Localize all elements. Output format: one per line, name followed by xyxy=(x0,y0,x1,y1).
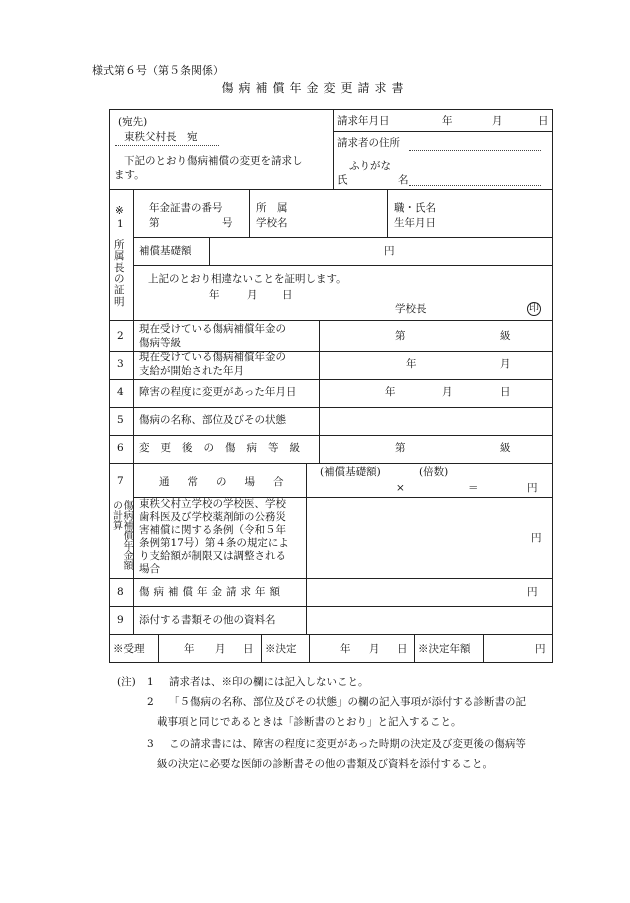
pension-cert-label: 年金証書の番号 xyxy=(149,202,223,214)
document-title: 傷病補償年金変更請求書 xyxy=(221,81,409,95)
affiliation-label: 所 属 xyxy=(256,202,288,214)
name-label-1: 氏 xyxy=(337,174,348,186)
note-3-text-1: この請求書には、障害の程度に変更があった時期の決定及び変更後の傷病等 xyxy=(169,738,526,750)
address-label: 請求者の住所 xyxy=(337,137,400,149)
normal-case-label: 通常の場合 xyxy=(159,476,302,488)
row-8-yen: 円 xyxy=(527,586,538,598)
addressee-label: (宛先) xyxy=(118,116,148,128)
special-case-3: 害補償に関する条例（令和５年 xyxy=(139,524,286,536)
cert-day: 日 xyxy=(282,289,293,301)
row-5-label: 傷病の名称、部位及びその状態 xyxy=(139,414,286,426)
note-1-number: 1 xyxy=(147,676,154,688)
request-date-label: 請求年月日 xyxy=(337,115,390,127)
special-case-6: 場合 xyxy=(139,563,160,575)
name-field[interactable] xyxy=(409,185,541,186)
row-6-value-2: 級 xyxy=(500,442,511,454)
row-3-number: 3 xyxy=(117,358,124,370)
certify-text: 上記のとおり相違ないことを証明します。 xyxy=(148,273,347,285)
row-4-day: 日 xyxy=(500,386,511,398)
note-3-text-2: 級の決定に必要な医師の診断書その他の書類及び資料を添付すること。 xyxy=(157,758,493,770)
row-2-value-2: 級 xyxy=(500,330,511,342)
name-label-2: 名 xyxy=(398,174,409,186)
row-8-label: 傷病補償年金請求年額 xyxy=(139,586,284,598)
row-4-month: 月 xyxy=(442,386,453,398)
decided-day: 日 xyxy=(397,643,408,655)
request-month: 月 xyxy=(492,115,503,127)
addressee-name: 東秩父村長 宛 xyxy=(124,131,198,143)
equals-symbol: ＝ xyxy=(468,482,479,494)
row-2-number: 2 xyxy=(117,330,124,342)
cert-number: 1 xyxy=(117,218,124,230)
principal-label: 学校長 xyxy=(395,303,427,315)
special-case-5: り支給額が制限又は調整される xyxy=(139,550,286,562)
note-3-number: 3 xyxy=(147,738,154,750)
note-2-text-2: 載事項と同じであるときは「診断書のとおり」と記入すること。 xyxy=(157,716,462,728)
times-symbol: × xyxy=(396,482,405,494)
addressee-underline xyxy=(115,145,219,146)
row-6-label: 変更後の傷病等級 xyxy=(139,442,311,454)
form-number: 様式第６号（第５条関係） xyxy=(92,64,224,77)
received-day: 日 xyxy=(243,643,254,655)
note-1-text: 請求者は、※印の欄には記入しないこと。 xyxy=(169,676,369,688)
received-month: 月 xyxy=(215,643,226,655)
address-field[interactable] xyxy=(409,150,541,151)
base-amount-yen: 円 xyxy=(384,245,395,257)
row-3-label-2: 支給が開始された年月 xyxy=(139,365,244,377)
decided-label: ※決定 xyxy=(265,643,297,655)
decided-amount-yen: 円 xyxy=(535,643,546,655)
row-3-value-2: 月 xyxy=(500,358,511,370)
special-case-2: 歯科医及び学校薬剤師の公務災 xyxy=(139,511,286,523)
cert-year: 年 xyxy=(209,289,220,301)
pension-cert-number: 号 xyxy=(222,217,233,229)
normal-case-yen: 円 xyxy=(527,482,538,494)
request-text-2: ます。 xyxy=(114,169,145,181)
notes-prefix: (注) xyxy=(117,676,136,688)
note-2-text-1: 「５傷病の名称、部位及びその状態」の欄の記入事項が添付する診断書の記 xyxy=(169,696,526,708)
seal-mark: 印 xyxy=(529,303,539,314)
decided-amount-label: ※決定年額 xyxy=(418,643,471,655)
cert-mark: ※ xyxy=(115,205,124,217)
row-3-label-1: 現在受けている傷病補償年金の xyxy=(139,351,286,363)
cert-side-label: 所属長の証明 xyxy=(114,239,125,308)
base-amount-header: (補償基礎額) xyxy=(320,466,381,478)
decided-year: 年 xyxy=(340,643,351,655)
multiplier-header: (倍数) xyxy=(419,466,449,478)
row-4-number: 4 xyxy=(117,386,124,398)
furigana-label: ふりがな xyxy=(349,160,391,172)
calc-side-label: 傷病補償年金額の計算 xyxy=(110,500,132,570)
received-year: 年 xyxy=(184,643,195,655)
cert-month: 月 xyxy=(247,289,258,301)
special-case-yen: 円 xyxy=(531,532,542,544)
row-2-label-2: 傷病等級 xyxy=(139,337,181,349)
row-3-value-1: 年 xyxy=(406,358,417,370)
decided-month: 月 xyxy=(369,643,380,655)
base-amount-label: 補償基礎額 xyxy=(139,245,192,257)
row-9-label: 添付する書類その他の資料名 xyxy=(139,614,276,626)
note-2-number: 2 xyxy=(147,696,154,708)
row-6-number: 6 xyxy=(117,442,124,454)
request-year: 年 xyxy=(442,115,453,127)
special-case-1: 東秩父村立学校の学校医、学校 xyxy=(139,498,286,510)
row-2-value-1: 第 xyxy=(395,330,406,342)
special-case-4: 条例第17号）第４条の規定によ xyxy=(139,537,289,549)
request-day: 日 xyxy=(538,115,549,127)
row-6-value-1: 第 xyxy=(395,442,406,454)
row-5-number: 5 xyxy=(117,414,124,426)
row-7-number: 7 xyxy=(117,475,124,487)
birth-label: 生年月日 xyxy=(394,217,436,229)
row-4-year: 年 xyxy=(385,386,396,398)
pension-cert-first: 第 xyxy=(149,217,160,229)
request-text-1: 下記のとおり傷病補償の変更を請求し xyxy=(124,155,303,167)
row-8-number: 8 xyxy=(117,586,124,598)
position-label: 職・氏名 xyxy=(394,202,436,214)
school-label: 学校名 xyxy=(256,217,288,229)
row-2-label-1: 現在受けている傷病補償年金の xyxy=(139,323,286,335)
row-4-label: 障害の程度に変更があった年月日 xyxy=(139,386,297,398)
row-9-number: 9 xyxy=(117,614,124,626)
received-label: ※受理 xyxy=(113,643,145,655)
